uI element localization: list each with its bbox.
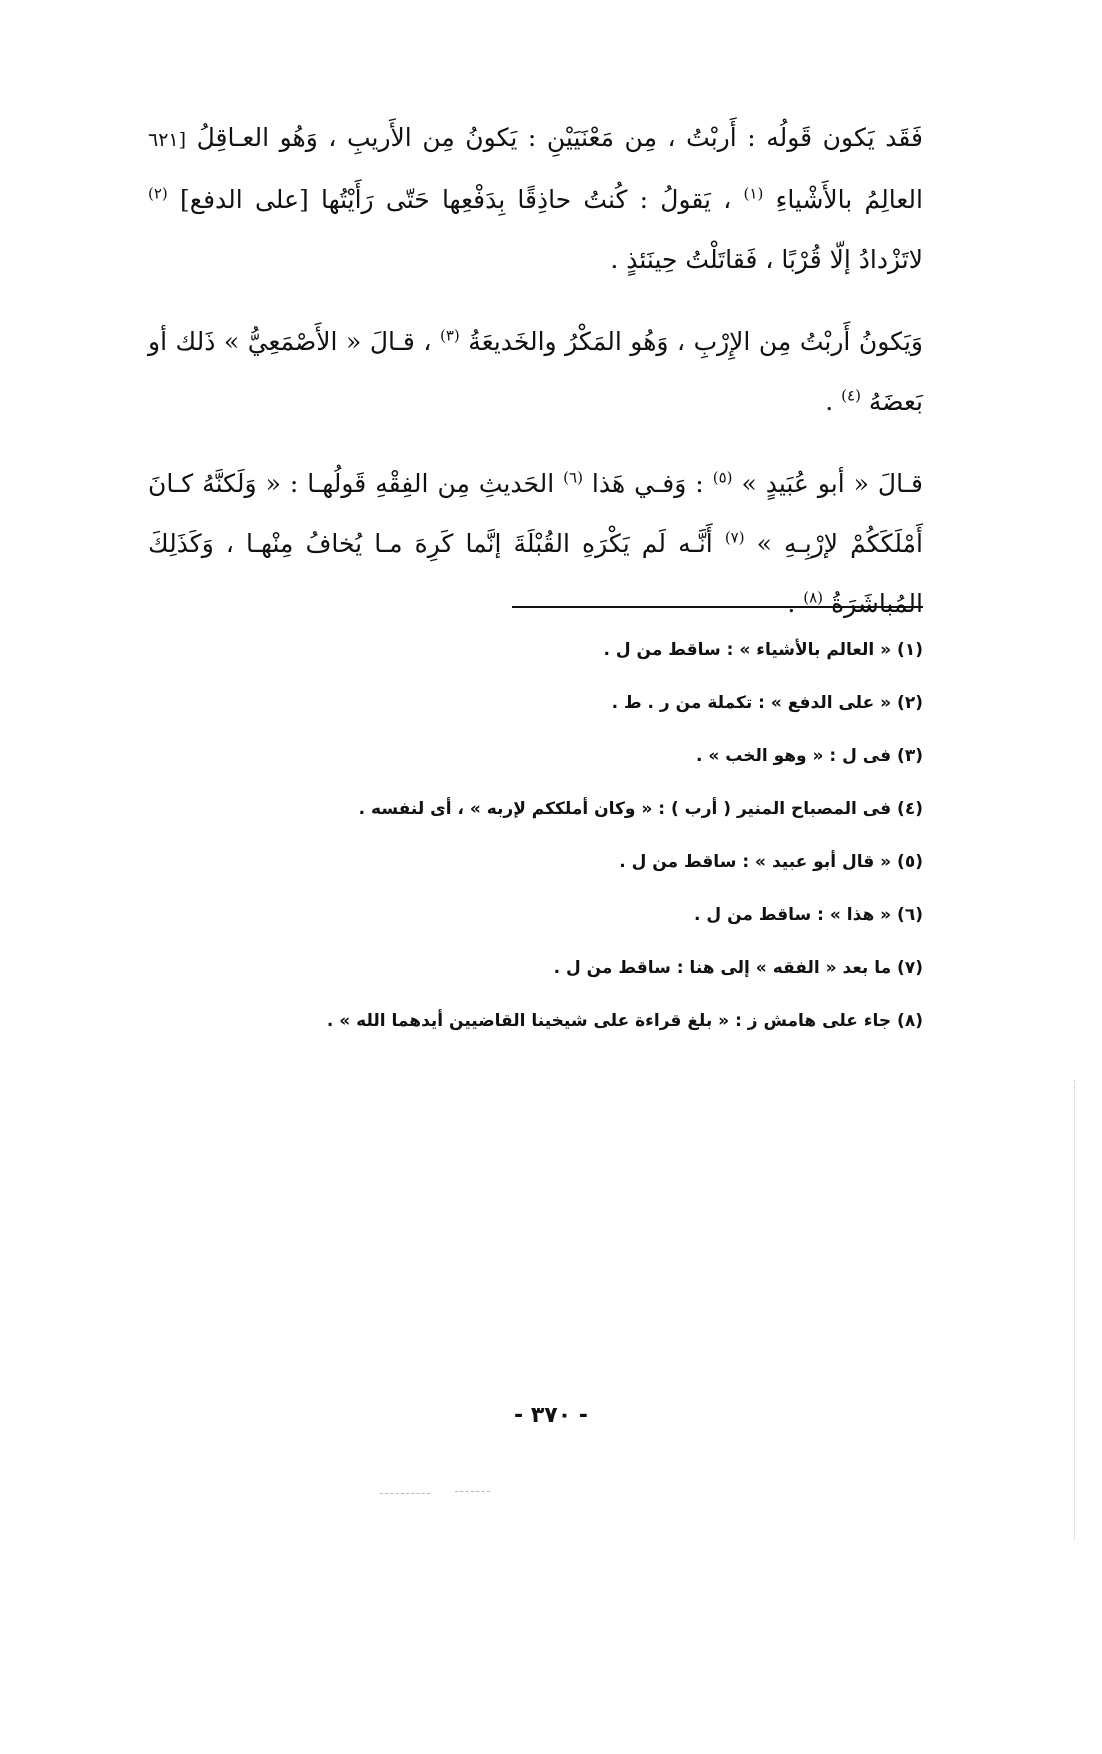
footnote-5: (٥) « قال أبو عبيد » : ساقط من ل .: [619, 852, 923, 872]
scan-mark: [455, 1491, 490, 1492]
footnote-7: (٧) ما بعد « الفقه » إلى هنا : ساقط من ل .: [553, 958, 923, 978]
scan-edge-artifact: [1074, 1080, 1077, 1540]
footnote-4: (٤) فى المصباح المنير ( أرب ) : « وكان أملككم لإربه » ، أى لنفسه .: [358, 799, 923, 819]
paragraph-1: فَقَد يَكون قَولُه : أَربْتُ ، مِن مَعْنَيَيْنِ : يَكونُ مِن الأَريبِ ، وَهُو العـاقِلُ [٦٢١ العالِمُ بالأَشْياءِ $^{(١)}$ ، يَقولُ : كُنتُ حاذِقًا بِدَفْعِها حَتّى رَأَيْتُها [على الدفع] $^{(٢)}$ لاتَزْدادُ إلّا قُرْبًا ، فَقاتَلْتُ حِينَئذٍ .: [148, 123, 923, 274]
footnotes: [148, 624, 923, 1048]
paragraph-3: قـالَ « أبو عُبَيدٍ » $^{(٥)}$ : وَفـي هَذا $^{(٦)}$ الحَديثِ مِن الفِقْهِ قَولُهـا : « وَلَكنَّهُ كـانَ أَمْلَكَكُمْ لإرْبِـهِ » $^{(٧)}$ أَنَّـه لَم يَكْرَهِ القُبْلَةَ إنَّما كَرِهَ مـا يُخافُ مِنْهـا ، وَكَذَلِكَ المُباشَرَةُ $^{(٨)}$ .: [148, 468, 924, 618]
margin-reference: [٦٢١: [148, 129, 187, 151]
footnote-1: (١) « العالم بالأشياء » : ساقط من ل .: [603, 640, 923, 660]
footnote-separator: [512, 606, 923, 608]
footnote-8: (٨) جاء على هامش ز : « بلغ قراءة على شيخينا القاضيين أيدهما الله » .: [326, 1011, 923, 1031]
footnote-2: (٢) « على الدفع » : تكملة من ر . ط .: [611, 693, 923, 713]
paragraph-2: وَيَكونُ أَربْتُ مِن الإِرْبِ ، وَهُو المَكْرُ والخَديعَةُ $^{(٣)}$ ، قـالَ « الأَصْمَعِيُّ » ذَلك أو بَعضَهُ $^{(٤)}$ .: [148, 326, 923, 416]
footnote-6: (٦) « هذا » : ساقط من ل .: [694, 905, 923, 925]
main-text: [148, 108, 923, 656]
footnote-3: (٣) فى ل : « وهو الخب » .: [695, 746, 923, 766]
scan-mark: [380, 1493, 430, 1494]
page-number: - ٣٧٠ -: [514, 1403, 588, 1428]
